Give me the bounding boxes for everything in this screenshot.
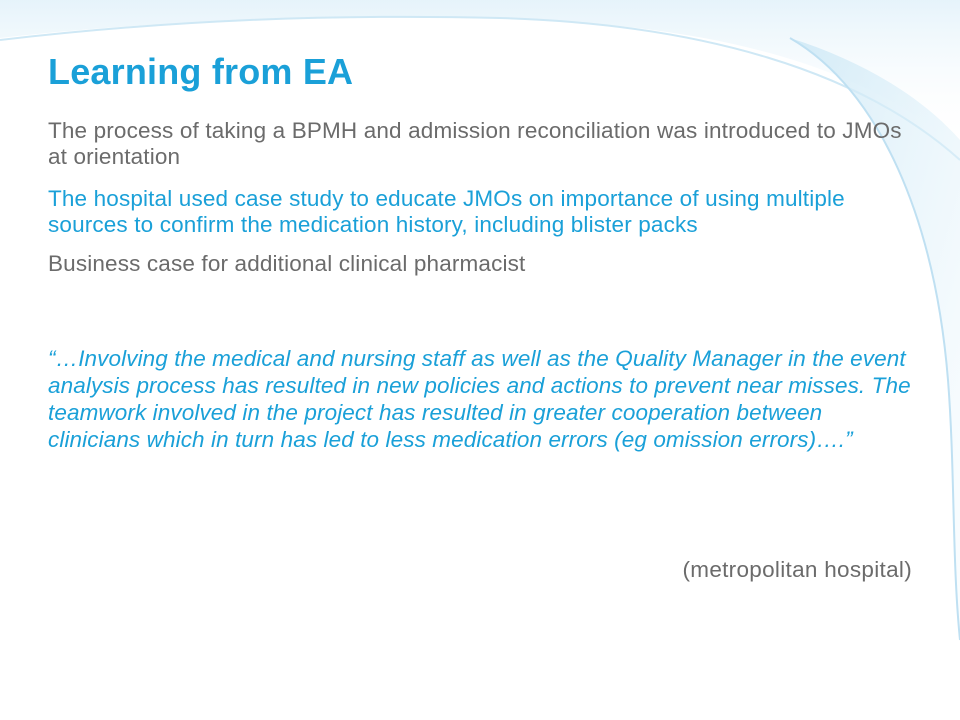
quote-attribution: (metropolitan hospital) [682, 557, 912, 582]
bullet-list [48, 118, 908, 277]
paragraph-case-study: The hospital used case study to educate JMOs on importance of using multiple sources to confirm the medication history, including blister packs [48, 186, 845, 237]
slide-title: Learning from EA [48, 51, 354, 92]
paragraph-business-case: Business case for additional clinical pharmacist [48, 251, 526, 276]
quote-text: “…Involving the medical and nursing staff as well as the Quality Manager in the event analysis process has resulted in new policies and actions to prevent near misses. The teamwork involved in the project has resulted in greater cooperation between clinicians which in turn has led to less medication errors (eg omission errors)….” [48, 346, 911, 452]
paragraph-bpmh-orientation: The process of taking a BPMH and admission reconciliation was introduced to JMOs at orientation [48, 118, 902, 169]
